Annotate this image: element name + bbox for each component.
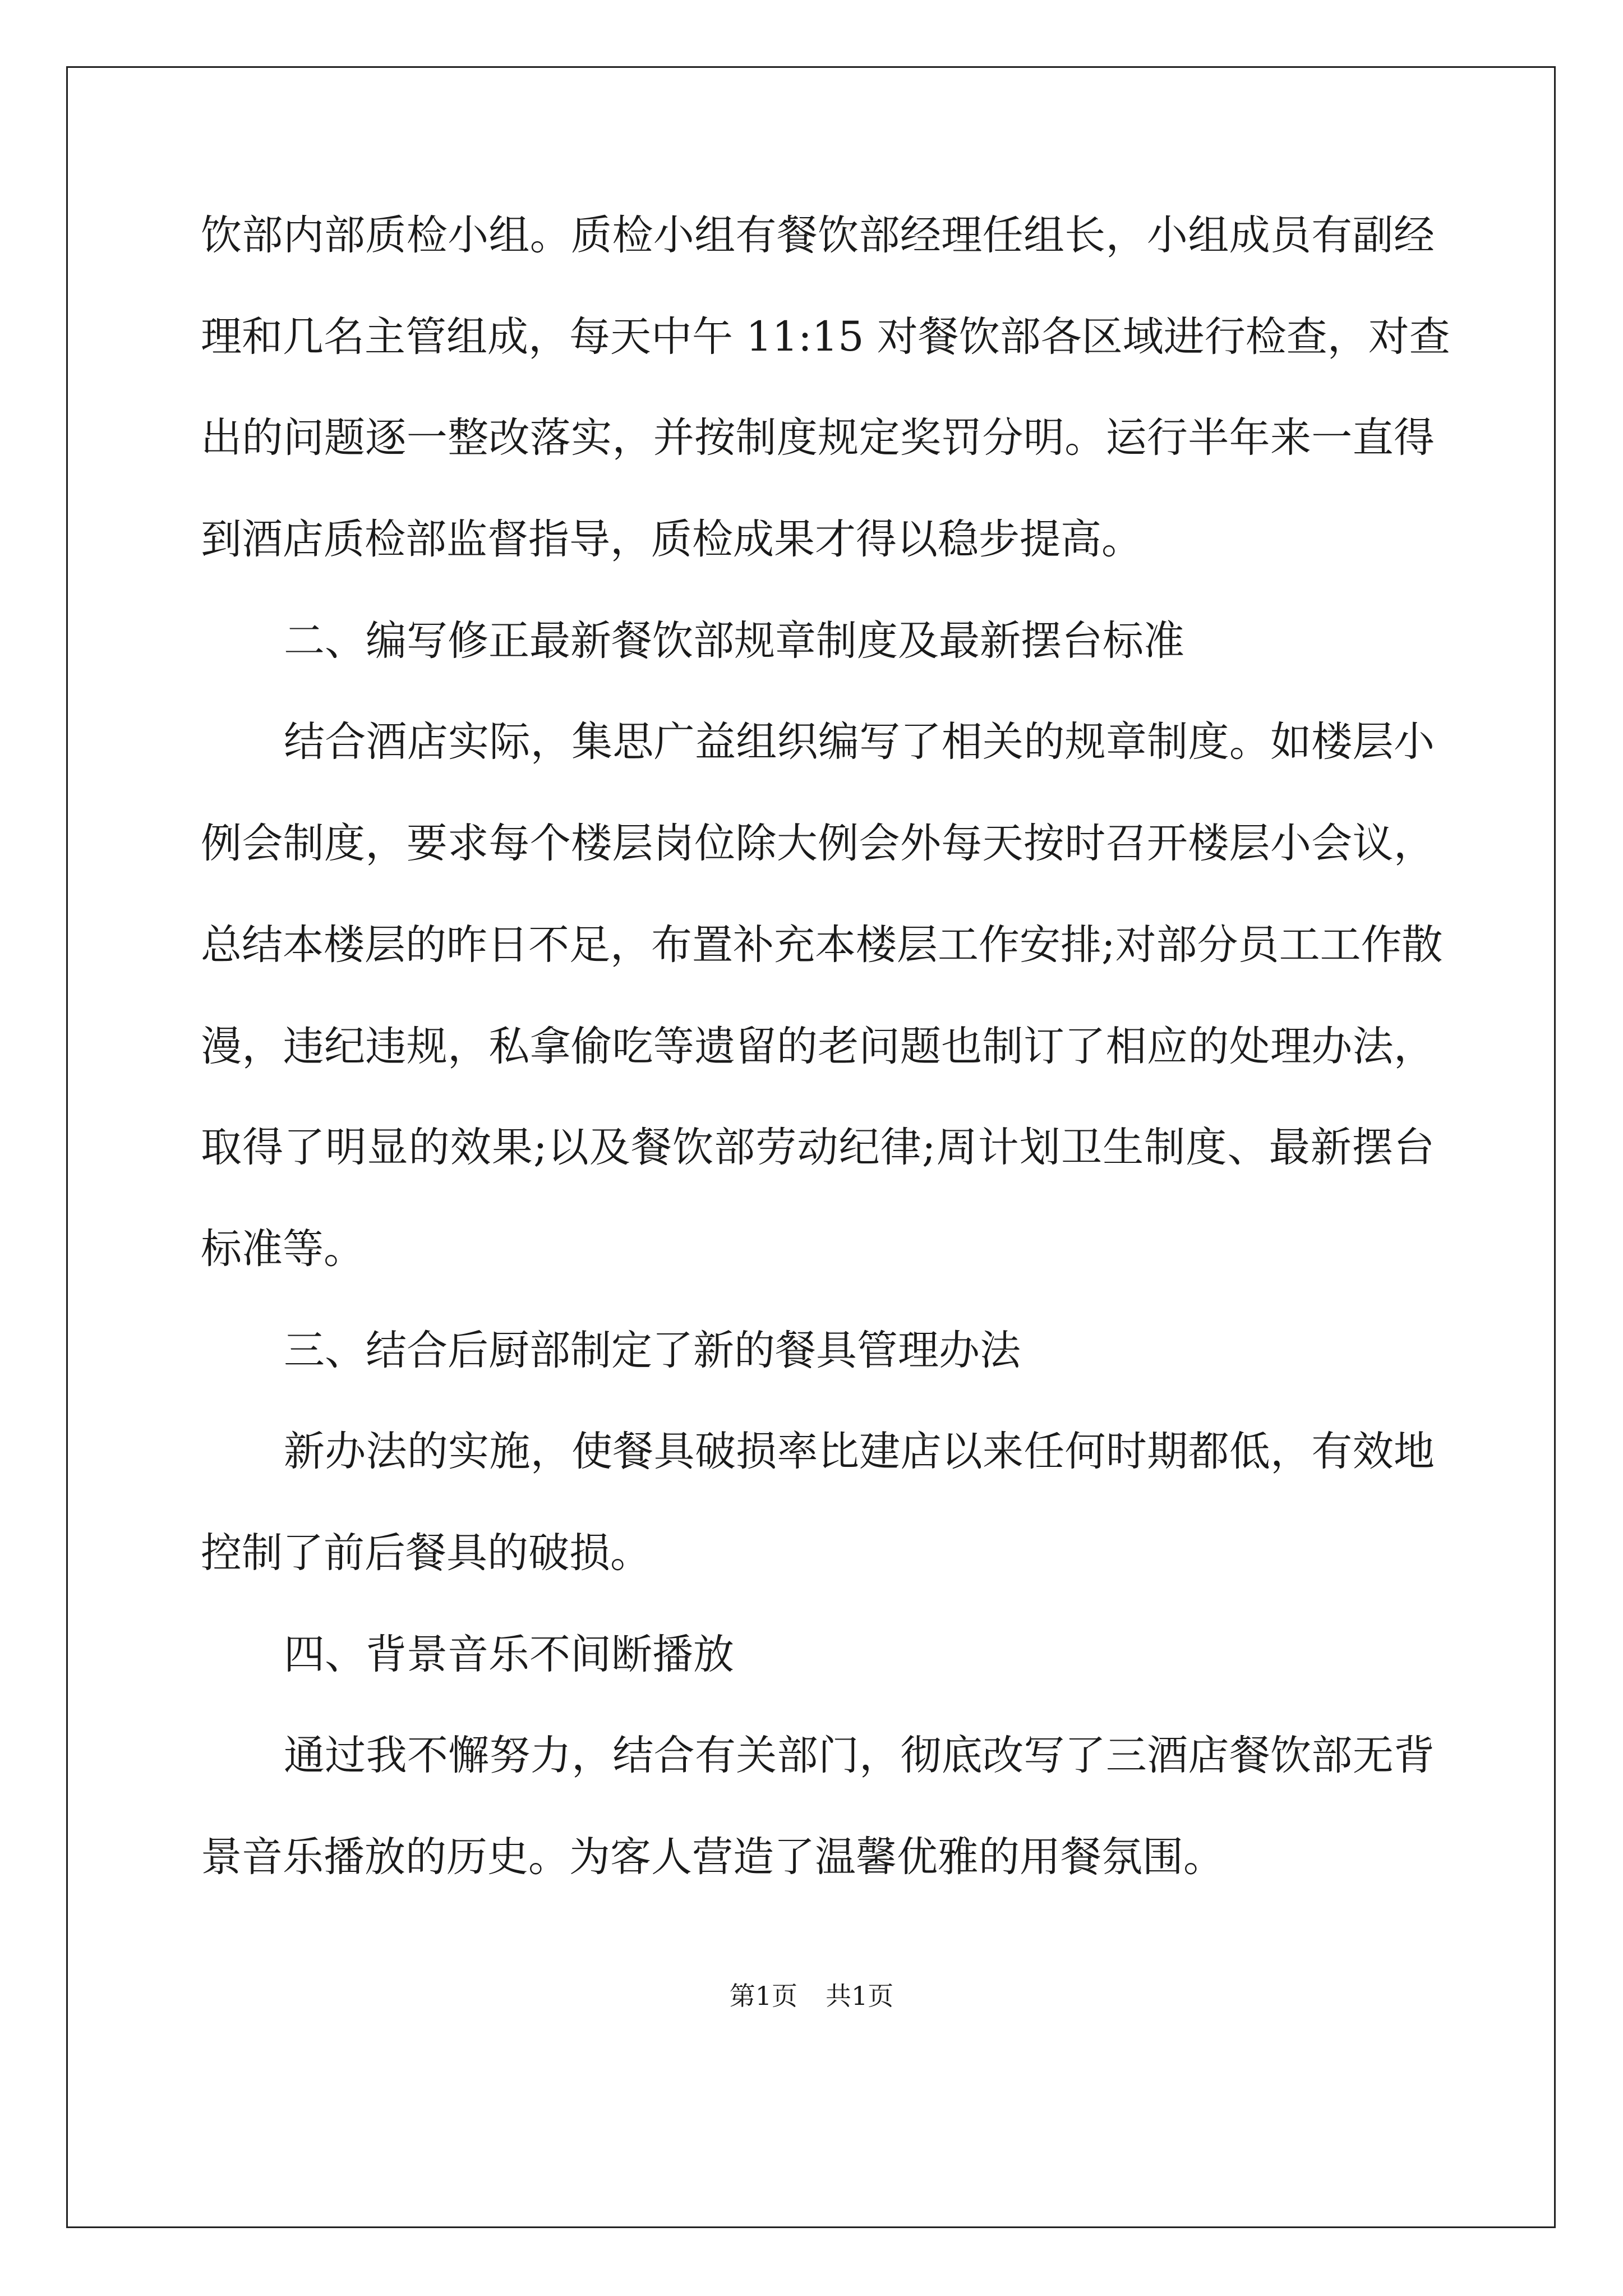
paragraph-line: 漫，违纪违规，私拿偷吃等遗留的老问题也制订了相应的处理办法， xyxy=(201,1022,1435,1070)
paragraph-line: 标准等。 xyxy=(201,1225,365,1273)
paragraph-line: 理和几名主管组成，每天中午 11:15 对餐饮部各区域进行检查，对查 xyxy=(201,312,1450,361)
paragraph-line: 总结本楼层的昨日不足，布置补充本楼层工作安排;对部分员工工作散 xyxy=(201,921,1443,969)
paragraph-line: 新办法的实施，使餐具破损率比建店以来任何时期都低，有效地 xyxy=(284,1428,1435,1476)
section-heading-4: 四、背景音乐不间断播放 xyxy=(284,1630,734,1678)
paragraph-line: 结合酒店实际，集思广益组织编写了相关的规章制度。如楼层小 xyxy=(284,718,1435,766)
section-heading-2: 二、编写修正最新餐饮部规章制度及最新摆台标准 xyxy=(284,616,1184,665)
section-heading-3: 三、结合后厨部制定了新的餐具管理办法 xyxy=(284,1326,1021,1374)
page-footer xyxy=(0,1979,1623,2013)
paragraph-line: 饮部内部质检小组。质检小组有餐饮部经理任组长，小组成员有副经 xyxy=(201,211,1435,259)
paragraph-line: 取得了明显的效果;以及餐饮部劳动纪律;周计划卫生制度、最新摆台 xyxy=(201,1124,1435,1172)
paragraph-line: 出的问题逐一整改落实，并按制度规定奖罚分明。运行半年来一直得 xyxy=(201,414,1435,462)
paragraph-line: 例会制度，要求每个楼层岗位除大例会外每天按时召开楼层小会议， xyxy=(201,820,1435,868)
paragraph-line: 到酒店质检部监督指导，质检成果才得以稳步提高。 xyxy=(201,516,1142,564)
page-number: 第1页 xyxy=(729,1981,797,2011)
paragraph-line: 通过我不懈努力，结合有关部门，彻底改写了三酒店餐饮部无背 xyxy=(284,1732,1435,1780)
document-body xyxy=(201,208,1450,1931)
paragraph-line: 控制了前后餐具的破损。 xyxy=(201,1529,651,1577)
paragraph-line: 景音乐播放的历史。为客人营造了温馨优雅的用餐氛围。 xyxy=(201,1833,1224,1881)
page-total: 共1页 xyxy=(826,1981,894,2011)
